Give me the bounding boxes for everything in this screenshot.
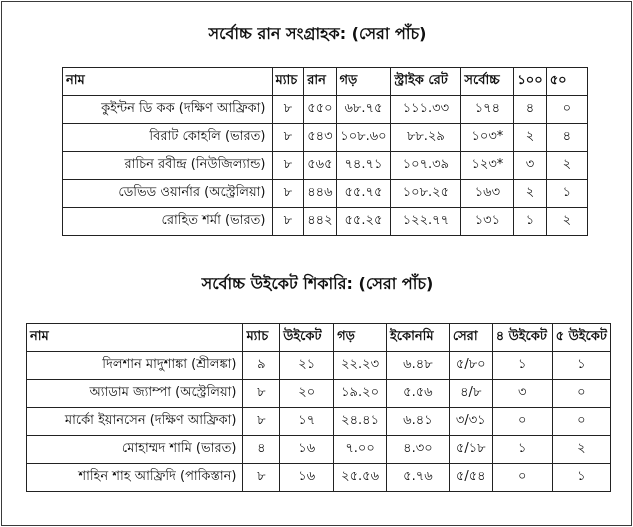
stat-cell: ১	[492, 352, 552, 380]
column-header: ৫ উইকেট	[552, 324, 610, 352]
stat-cell: ৫৫.৭৫	[336, 180, 391, 208]
stat-cell: ৭.০০	[334, 436, 387, 464]
stat-cell: ২	[546, 152, 587, 180]
stat-cell: ১৬৩	[461, 180, 514, 208]
table-row	[27, 380, 611, 408]
player-name-cell: রাচিন রবীন্দ্র (নিউজিল্যান্ড)	[63, 152, 273, 180]
stat-cell: ৮৮.২৯	[391, 124, 461, 152]
column-header: ৪ উইকেট	[492, 324, 552, 352]
stat-cell: ৬.৪৮	[387, 352, 450, 380]
column-header: ম্যাচ	[243, 324, 280, 352]
player-name-cell: রোহিত শর্মা (ভারত)	[63, 208, 273, 236]
stat-cell: ২	[546, 208, 587, 236]
stat-cell: ৫/৮০	[449, 352, 492, 380]
stat-cell: ৪	[514, 96, 546, 124]
stat-cell: ০	[492, 464, 552, 492]
stat-cell: ৮	[272, 96, 304, 124]
stat-cell: ০	[546, 96, 587, 124]
column-header: উইকেট	[280, 324, 334, 352]
stat-cell: ১৯.২০	[334, 380, 387, 408]
stat-cell: ৫৬৫	[304, 152, 336, 180]
table-row	[27, 352, 611, 380]
stat-cell: ২১	[280, 352, 334, 380]
player-name-cell: কুইন্টন ডি কক (দক্ষিণ আফ্রিকা)	[63, 96, 273, 124]
stat-cell: ৫৫.২৫	[336, 208, 391, 236]
stat-cell: ৮	[243, 380, 280, 408]
stat-cell: ৪	[243, 436, 280, 464]
table-row	[63, 180, 588, 208]
stat-cell: ২০	[280, 380, 334, 408]
player-name-cell: মার্কো ইয়ানসেন (দক্ষিণ আফ্রিকা)	[27, 408, 243, 436]
table-header-row	[27, 324, 611, 352]
stat-cell: ৪৪২	[304, 208, 336, 236]
stat-cell: ২৫.৫৬	[334, 464, 387, 492]
column-header: স্ট্রাইক রেট	[391, 68, 461, 96]
stat-cell: ৪.৩০	[387, 436, 450, 464]
column-header: নাম	[63, 68, 273, 96]
wicket-table-title: সর্বোচ্চ উইকেট শিকারি: (সেরা পাঁচ)	[201, 274, 434, 293]
content-frame	[1, 1, 632, 526]
stat-cell: ৬৮.৭৫	[336, 96, 391, 124]
table-row	[63, 208, 588, 236]
stat-cell: ১	[514, 208, 546, 236]
player-name-cell: ডেভিড ওয়ার্নার (অস্ট্রেলিয়া)	[63, 180, 273, 208]
stat-cell: ১	[552, 464, 610, 492]
column-header: ১০০	[514, 68, 546, 96]
column-header: রান	[304, 68, 336, 96]
stat-cell: ০	[552, 408, 610, 436]
stat-cell: ২	[514, 180, 546, 208]
stat-cell: ৮	[243, 464, 280, 492]
player-name-cell: মোহাম্মদ শামি (ভারত)	[27, 436, 243, 464]
stat-cell: ৮	[243, 408, 280, 436]
table-row	[27, 408, 611, 436]
stat-cell: ১০৭.৩৯	[391, 152, 461, 180]
stat-cell: ৮	[272, 152, 304, 180]
stat-cell: ৮	[272, 124, 304, 152]
table-row	[27, 436, 611, 464]
column-header: নাম	[27, 324, 243, 352]
column-header: সর্বোচ্চ	[461, 68, 514, 96]
stat-cell: ১০৩*	[461, 124, 514, 152]
top-run-scorers-table	[62, 67, 588, 236]
table-row	[63, 152, 588, 180]
stat-cell: ৩/৩১	[449, 408, 492, 436]
stat-cell: ৫৫০	[304, 96, 336, 124]
stat-cell: ৪/৮	[449, 380, 492, 408]
stat-cell: ১৭	[280, 408, 334, 436]
stat-cell: ০	[552, 380, 610, 408]
stat-cell: ১৬	[280, 436, 334, 464]
table-row	[27, 464, 611, 492]
column-header: ৫০	[546, 68, 587, 96]
column-header: সেরা	[449, 324, 492, 352]
stat-cell: ৩	[492, 380, 552, 408]
column-header: গড়	[334, 324, 387, 352]
stat-cell: ৫.৭৬	[387, 464, 450, 492]
stat-cell: ১৭৪	[461, 96, 514, 124]
stat-cell: ২২.২৩	[334, 352, 387, 380]
player-name-cell: দিলশান মাদুশাঙ্কা (শ্রীলঙ্কা)	[27, 352, 243, 380]
table-header-row	[63, 68, 588, 96]
column-header: গড়	[336, 68, 391, 96]
stat-cell: ১২৩*	[461, 152, 514, 180]
stat-cell: ৫/১৮	[449, 436, 492, 464]
stat-cell: ১৬	[280, 464, 334, 492]
column-header: ম্যাচ	[272, 68, 304, 96]
stat-cell: ৩	[514, 152, 546, 180]
stat-cell: ৪৪৬	[304, 180, 336, 208]
stat-cell: ৭৪.৭১	[336, 152, 391, 180]
stat-cell: ১	[546, 180, 587, 208]
stat-cell: ১	[492, 436, 552, 464]
player-name-cell: অ্যাডাম জ্যাম্পা (অস্ট্রেলিয়া)	[27, 380, 243, 408]
stat-cell: ২	[514, 124, 546, 152]
stat-cell: ৯	[243, 352, 280, 380]
stat-cell: ৮	[272, 180, 304, 208]
stat-cell: ১২২.৭৭	[391, 208, 461, 236]
stat-cell: ১০৮.২৫	[391, 180, 461, 208]
stat-cell: ১০৮.৬০	[336, 124, 391, 152]
stat-cell: ১১১.৩৩	[391, 96, 461, 124]
stat-cell: ২৪.৪১	[334, 408, 387, 436]
run-table-title: সর্বোচ্চ রান সংগ্রাহক: (সেরা পাঁচ)	[208, 24, 427, 43]
stat-cell: ৫/৫৪	[449, 464, 492, 492]
stat-cell: ৬.৪১	[387, 408, 450, 436]
player-name-cell: বিরাট কোহলি (ভারত)	[63, 124, 273, 152]
stat-cell: ৪	[546, 124, 587, 152]
stat-cell: ৮	[272, 208, 304, 236]
table-row	[63, 124, 588, 152]
stat-cell: ০	[492, 408, 552, 436]
column-header: ইকোনমি	[387, 324, 450, 352]
stat-cell: ১৩১	[461, 208, 514, 236]
player-name-cell: শাহিন শাহ আফ্রিদি (পাকিস্তান)	[27, 464, 243, 492]
stat-cell: ২	[552, 436, 610, 464]
stat-cell: ৫৪৩	[304, 124, 336, 152]
top-wicket-takers-table	[26, 323, 611, 492]
stat-cell: ১	[552, 352, 610, 380]
table-row	[63, 96, 588, 124]
stat-cell: ৫.৫৬	[387, 380, 450, 408]
